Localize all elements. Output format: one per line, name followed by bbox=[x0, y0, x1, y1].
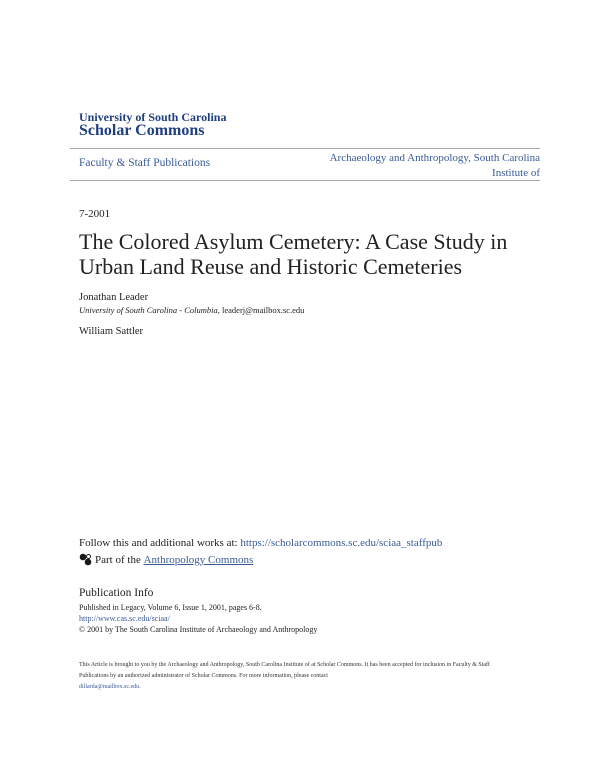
article-title: The Colored Asylum Cemetery: A Case Study in Urban Land Reuse and Historic Cemeteries bbox=[79, 229, 508, 279]
author-name: Jonathan Leader bbox=[79, 292, 149, 303]
follow-text: Follow this and additional works at: bbox=[79, 537, 241, 549]
anthropology-commons-link[interactable]: Anthropology Commons bbox=[143, 553, 254, 566]
affiliation-text: University of South Carolina - Columbia bbox=[79, 305, 218, 315]
author-affiliation: University of South Carolina - Columbia, leaderj@mailbox.sc.edu bbox=[79, 305, 305, 315]
scholar-commons-link[interactable]: Scholar Commons bbox=[79, 122, 205, 139]
publication-citation: Published in Legacy, Volume 6, Issue 1, 2001, pages 6-8. bbox=[79, 603, 262, 612]
contact-email-link[interactable]: dillarda@mailbox.sc.edu bbox=[79, 684, 140, 690]
footer-notice: This Article is brought to you by the Archaeology and Anthropology, South Carolina Institute of at Scholar Commons. It has been accepted for inclusion in Faculty & Staff Publications by an authorized administrator of Scholar Commons. For more information, please contact dillarda@mailbox.sc.edu. bbox=[79, 662, 490, 690]
publication-info-heading: Publication Info bbox=[79, 587, 154, 599]
institution-name[interactable]: University of South Carolina bbox=[79, 110, 227, 124]
part-of-line bbox=[79, 553, 253, 566]
footer-text: This Article is brought to you by the Archaeology and Anthropology, South Carolina Institute of at Scholar Commons. It has been accepted for inclusion in Faculty & Staff Publications by an authorized administrator of Scholar Commons. For more information, please contact bbox=[79, 662, 490, 679]
author-email[interactable]: leaderj@mailbox.sc.edu bbox=[222, 305, 305, 315]
bepress-network-icon bbox=[79, 553, 92, 566]
header-divider-bottom bbox=[70, 180, 540, 181]
part-of-text: Part of the bbox=[95, 553, 141, 566]
collection-link-faculty-staff[interactable]: Faculty & Staff Publications bbox=[79, 157, 211, 169]
author-name: William Sattler bbox=[79, 326, 144, 337]
follow-line bbox=[79, 537, 442, 549]
copyright-notice: © 2001 by The South Carolina Institute of Archaeology and Anthropology bbox=[79, 625, 318, 634]
collection-url-link[interactable]: https://scholarcommons.sc.edu/sciaa_staffpub bbox=[240, 537, 443, 549]
publication-url-link[interactable]: http://www.cas.sc.edu/sciaa/ bbox=[79, 614, 170, 623]
header-divider-top bbox=[70, 148, 540, 149]
collection-link-sciaa[interactable]: Archaeology and Anthropology, South Carolina Institute of bbox=[329, 152, 540, 179]
publication-date: 7-2001 bbox=[79, 208, 111, 220]
